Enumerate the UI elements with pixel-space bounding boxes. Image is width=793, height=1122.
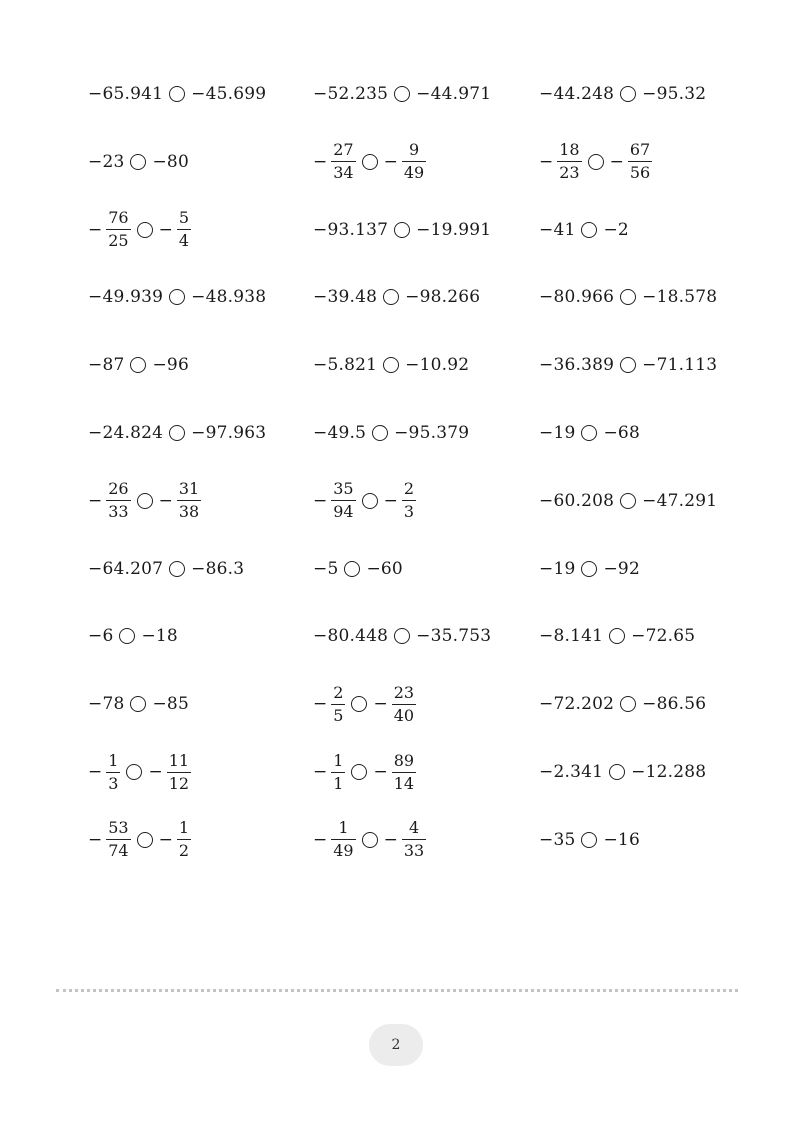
fraction [331, 820, 355, 859]
left-number: −36.389 [539, 355, 615, 376]
minus-sign: − [158, 829, 173, 850]
left-number: −60.208 [539, 490, 615, 511]
problem-row [0, 132, 793, 192]
answer-circle[interactable] [119, 628, 135, 644]
minus-sign: − [313, 829, 328, 850]
minus-sign: − [383, 829, 398, 850]
left-fraction [313, 142, 356, 181]
right-number: −19.991 [416, 219, 492, 240]
page-number-badge [369, 1024, 423, 1066]
fraction [177, 481, 201, 520]
right-fraction [384, 820, 427, 859]
fraction [106, 481, 130, 520]
minus-sign: − [313, 490, 328, 511]
right-number: −16 [603, 829, 640, 850]
comparison-problem [88, 267, 266, 327]
fraction [331, 142, 355, 181]
denominator: 74 [108, 841, 129, 861]
comparison-problem [88, 606, 178, 666]
right-fraction [159, 481, 202, 520]
numerator: 89 [393, 750, 415, 770]
comparison-problem [88, 810, 191, 870]
fraction [402, 481, 416, 520]
problem-row [0, 674, 793, 734]
numerator: 23 [393, 682, 415, 702]
left-number: −41 [539, 219, 576, 240]
denominator: 23 [559, 163, 580, 183]
right-number: −72.65 [631, 626, 696, 647]
numerator: 4 [408, 818, 420, 838]
comparison-problem [313, 471, 416, 531]
right-number: −96 [152, 355, 189, 376]
numerator: 1 [338, 818, 349, 838]
denominator: 33 [403, 841, 425, 861]
right-number: −68 [603, 423, 640, 443]
problem-row [0, 200, 793, 260]
answer-circle[interactable] [609, 628, 625, 644]
left-number: −35 [539, 829, 576, 850]
comparison-problem [88, 742, 191, 802]
numerator: 53 [108, 818, 129, 838]
right-number: −85 [152, 694, 189, 715]
left-number: −52.235 [313, 84, 389, 104]
numerator: 67 [629, 140, 651, 160]
left-fraction [313, 750, 345, 793]
denominator: 4 [178, 231, 190, 251]
fraction [106, 210, 130, 249]
minus-sign: − [88, 219, 103, 240]
problem-row [0, 606, 793, 666]
comparison-problem [539, 335, 717, 395]
denominator: 49 [333, 841, 354, 861]
denominator: 12 [168, 773, 190, 793]
left-number: −19 [539, 558, 576, 579]
right-number: −10.92 [405, 355, 470, 376]
numerator: 35 [333, 479, 354, 499]
denominator: 25 [108, 231, 129, 251]
fraction [106, 750, 120, 793]
denominator: 5 [333, 705, 344, 725]
denominator: 1 [333, 773, 344, 793]
comparison-problem [313, 267, 480, 327]
left-number: −49.5 [313, 423, 367, 443]
right-number: −45.699 [191, 84, 267, 104]
minus-sign: − [88, 490, 103, 511]
comparison-problem [88, 674, 189, 734]
answer-circle[interactable] [351, 764, 367, 780]
comparison-problem [313, 335, 469, 395]
fraction [557, 142, 581, 181]
right-number: −80 [152, 151, 189, 172]
right-number: −97.963 [191, 423, 267, 443]
right-number: −2 [603, 219, 629, 240]
right-number: −71.113 [642, 355, 718, 376]
numerator: 1 [178, 818, 190, 838]
fraction [628, 142, 652, 181]
right-fraction [384, 142, 427, 181]
fraction [331, 750, 345, 793]
left-fraction [313, 481, 356, 520]
right-fraction [148, 750, 191, 793]
numerator: 2 [403, 479, 415, 499]
minus-sign: − [158, 219, 173, 240]
fraction [106, 820, 130, 859]
answer-circle[interactable] [362, 493, 378, 509]
answer-circle[interactable] [137, 493, 153, 509]
minus-sign: − [158, 490, 173, 511]
left-number: −5.821 [313, 355, 378, 376]
answer-circle[interactable] [581, 222, 597, 238]
numerator: 11 [168, 750, 190, 770]
comparison-problem [88, 132, 189, 192]
numerator: 26 [108, 479, 129, 499]
minus-sign: − [313, 151, 328, 172]
minus-sign: − [609, 151, 624, 172]
right-number: −35.753 [416, 626, 492, 647]
comparison-problem [539, 403, 640, 463]
minus-sign: − [383, 490, 398, 511]
answer-circle[interactable] [609, 764, 625, 780]
denominator: 3 [108, 773, 119, 793]
minus-sign: − [373, 762, 388, 782]
fraction [177, 820, 191, 859]
comparison-problem [88, 403, 266, 463]
comparison-problem [539, 606, 695, 666]
right-fraction [159, 820, 191, 859]
comparison-problem [539, 64, 706, 124]
right-fraction [610, 142, 653, 181]
right-number: −18.578 [642, 287, 718, 308]
denominator: 3 [403, 502, 415, 522]
answer-circle[interactable] [620, 696, 636, 712]
denominator: 49 [403, 163, 425, 183]
comparison-problem [88, 200, 191, 260]
fraction [392, 750, 416, 793]
comparison-problem [313, 403, 469, 463]
dotted-divider [56, 989, 738, 992]
comparison-problem [539, 674, 706, 734]
left-number: −24.824 [88, 423, 164, 443]
numerator: 31 [178, 479, 200, 499]
left-fraction [539, 142, 582, 181]
answer-circle[interactable] [383, 357, 399, 373]
answer-circle[interactable] [588, 154, 604, 170]
answer-circle[interactable] [169, 561, 185, 577]
denominator: 34 [333, 163, 354, 183]
answer-circle[interactable] [351, 696, 367, 712]
minus-sign: − [88, 829, 103, 850]
comparison-problem [539, 539, 640, 599]
right-number: −48.938 [191, 287, 267, 308]
denominator: 38 [178, 502, 200, 522]
denominator: 56 [629, 163, 651, 183]
answer-circle[interactable] [394, 628, 410, 644]
comparison-problem [88, 64, 266, 124]
numerator: 1 [333, 750, 344, 770]
left-number: −19 [539, 423, 576, 443]
comparison-problem [539, 267, 717, 327]
right-number: −60 [366, 558, 403, 579]
numerator: 5 [178, 208, 190, 228]
comparison-problem [539, 742, 706, 802]
right-fraction [384, 481, 416, 520]
left-number: −44.248 [539, 84, 615, 104]
comparison-problem [313, 606, 491, 666]
answer-circle[interactable] [581, 832, 597, 848]
answer-circle[interactable] [620, 86, 636, 102]
fraction [177, 210, 191, 249]
problem-row [0, 471, 793, 531]
answer-circle[interactable] [126, 764, 142, 780]
comparison-problem [88, 471, 201, 531]
right-number: −18 [141, 626, 178, 647]
right-fraction [159, 210, 191, 249]
right-number: −12.288 [631, 762, 707, 782]
answer-circle[interactable] [620, 357, 636, 373]
right-number: −86.3 [191, 558, 245, 579]
right-fraction [373, 682, 416, 725]
answer-circle[interactable] [130, 154, 146, 170]
answer-circle[interactable] [344, 561, 360, 577]
left-number: −78 [88, 694, 125, 715]
left-fraction [88, 481, 131, 520]
minus-sign: − [313, 762, 328, 782]
answer-circle[interactable] [362, 154, 378, 170]
comparison-problem [313, 200, 491, 260]
right-number: −95.32 [642, 84, 707, 104]
right-fraction [373, 750, 416, 793]
answer-circle[interactable] [372, 425, 388, 441]
left-number: −6 [88, 626, 114, 647]
right-number: −92 [603, 558, 640, 579]
left-number: −80.448 [313, 626, 389, 647]
left-fraction [313, 682, 345, 725]
problem-row [0, 267, 793, 327]
left-number: −5 [313, 558, 339, 579]
minus-sign: − [313, 694, 328, 715]
left-number: −2.341 [539, 762, 604, 782]
comparison-problem [88, 335, 189, 395]
left-number: −72.202 [539, 694, 615, 715]
answer-circle[interactable] [581, 425, 597, 441]
left-number: −93.137 [313, 219, 389, 240]
fraction [331, 682, 345, 725]
left-fraction [88, 820, 131, 859]
problem-row [0, 742, 793, 802]
comparison-problem [88, 539, 244, 599]
minus-sign: − [148, 762, 163, 782]
minus-sign: − [373, 694, 388, 715]
answer-circle[interactable] [169, 425, 185, 441]
minus-sign: − [88, 762, 103, 782]
answer-circle[interactable] [137, 222, 153, 238]
fraction [402, 820, 426, 859]
answer-circle[interactable] [130, 357, 146, 373]
comparison-problem [313, 539, 403, 599]
right-number: −95.379 [394, 423, 470, 443]
numerator: 9 [408, 140, 420, 160]
fraction [392, 682, 416, 725]
answer-circle[interactable] [130, 696, 146, 712]
comparison-problem [313, 132, 426, 192]
answer-circle[interactable] [620, 289, 636, 305]
answer-circle[interactable] [169, 289, 185, 305]
answer-circle[interactable] [581, 561, 597, 577]
comparison-problem [539, 132, 652, 192]
answer-circle[interactable] [383, 289, 399, 305]
answer-circle[interactable] [362, 832, 378, 848]
comparison-problem [313, 64, 491, 124]
page-number: 2 [391, 1037, 401, 1053]
fraction [167, 750, 191, 793]
comparison-problem [539, 471, 717, 531]
left-fraction [313, 820, 356, 859]
answer-circle[interactable] [620, 493, 636, 509]
numerator: 1 [108, 750, 119, 770]
answer-circle[interactable] [394, 222, 410, 238]
left-number: −80.966 [539, 287, 615, 308]
left-number: −23 [88, 151, 125, 172]
comparison-problem [313, 674, 416, 734]
problem-row [0, 335, 793, 395]
minus-sign: − [383, 151, 398, 172]
denominator: 40 [393, 705, 415, 725]
left-number: −8.141 [539, 626, 604, 647]
left-fraction [88, 750, 120, 793]
right-number: −86.56 [642, 694, 707, 715]
denominator: 14 [393, 773, 415, 793]
answer-circle[interactable] [169, 86, 185, 102]
comparison-problem [539, 200, 629, 260]
numerator: 18 [559, 140, 580, 160]
left-fraction [88, 210, 131, 249]
problem-row [0, 539, 793, 599]
problem-row [0, 403, 793, 463]
right-number: −98.266 [405, 287, 481, 308]
right-number: −44.971 [416, 84, 492, 104]
answer-circle[interactable] [394, 86, 410, 102]
answer-circle[interactable] [137, 832, 153, 848]
denominator: 33 [108, 502, 129, 522]
comparison-problem [539, 810, 640, 870]
left-number: −39.48 [313, 287, 378, 308]
left-number: −64.207 [88, 558, 164, 579]
problem-row [0, 64, 793, 124]
left-number: −65.941 [88, 84, 164, 104]
problem-row [0, 810, 793, 870]
numerator: 27 [333, 140, 354, 160]
numerator: 2 [333, 682, 344, 702]
minus-sign: − [539, 151, 554, 172]
right-number: −47.291 [642, 490, 718, 511]
denominator: 94 [333, 502, 354, 522]
fraction [331, 481, 355, 520]
comparison-problem [313, 810, 426, 870]
comparison-problem [313, 742, 416, 802]
numerator: 76 [108, 208, 129, 228]
left-number: −49.939 [88, 287, 164, 308]
denominator: 2 [178, 841, 190, 861]
fraction [402, 142, 426, 181]
left-number: −87 [88, 355, 125, 376]
